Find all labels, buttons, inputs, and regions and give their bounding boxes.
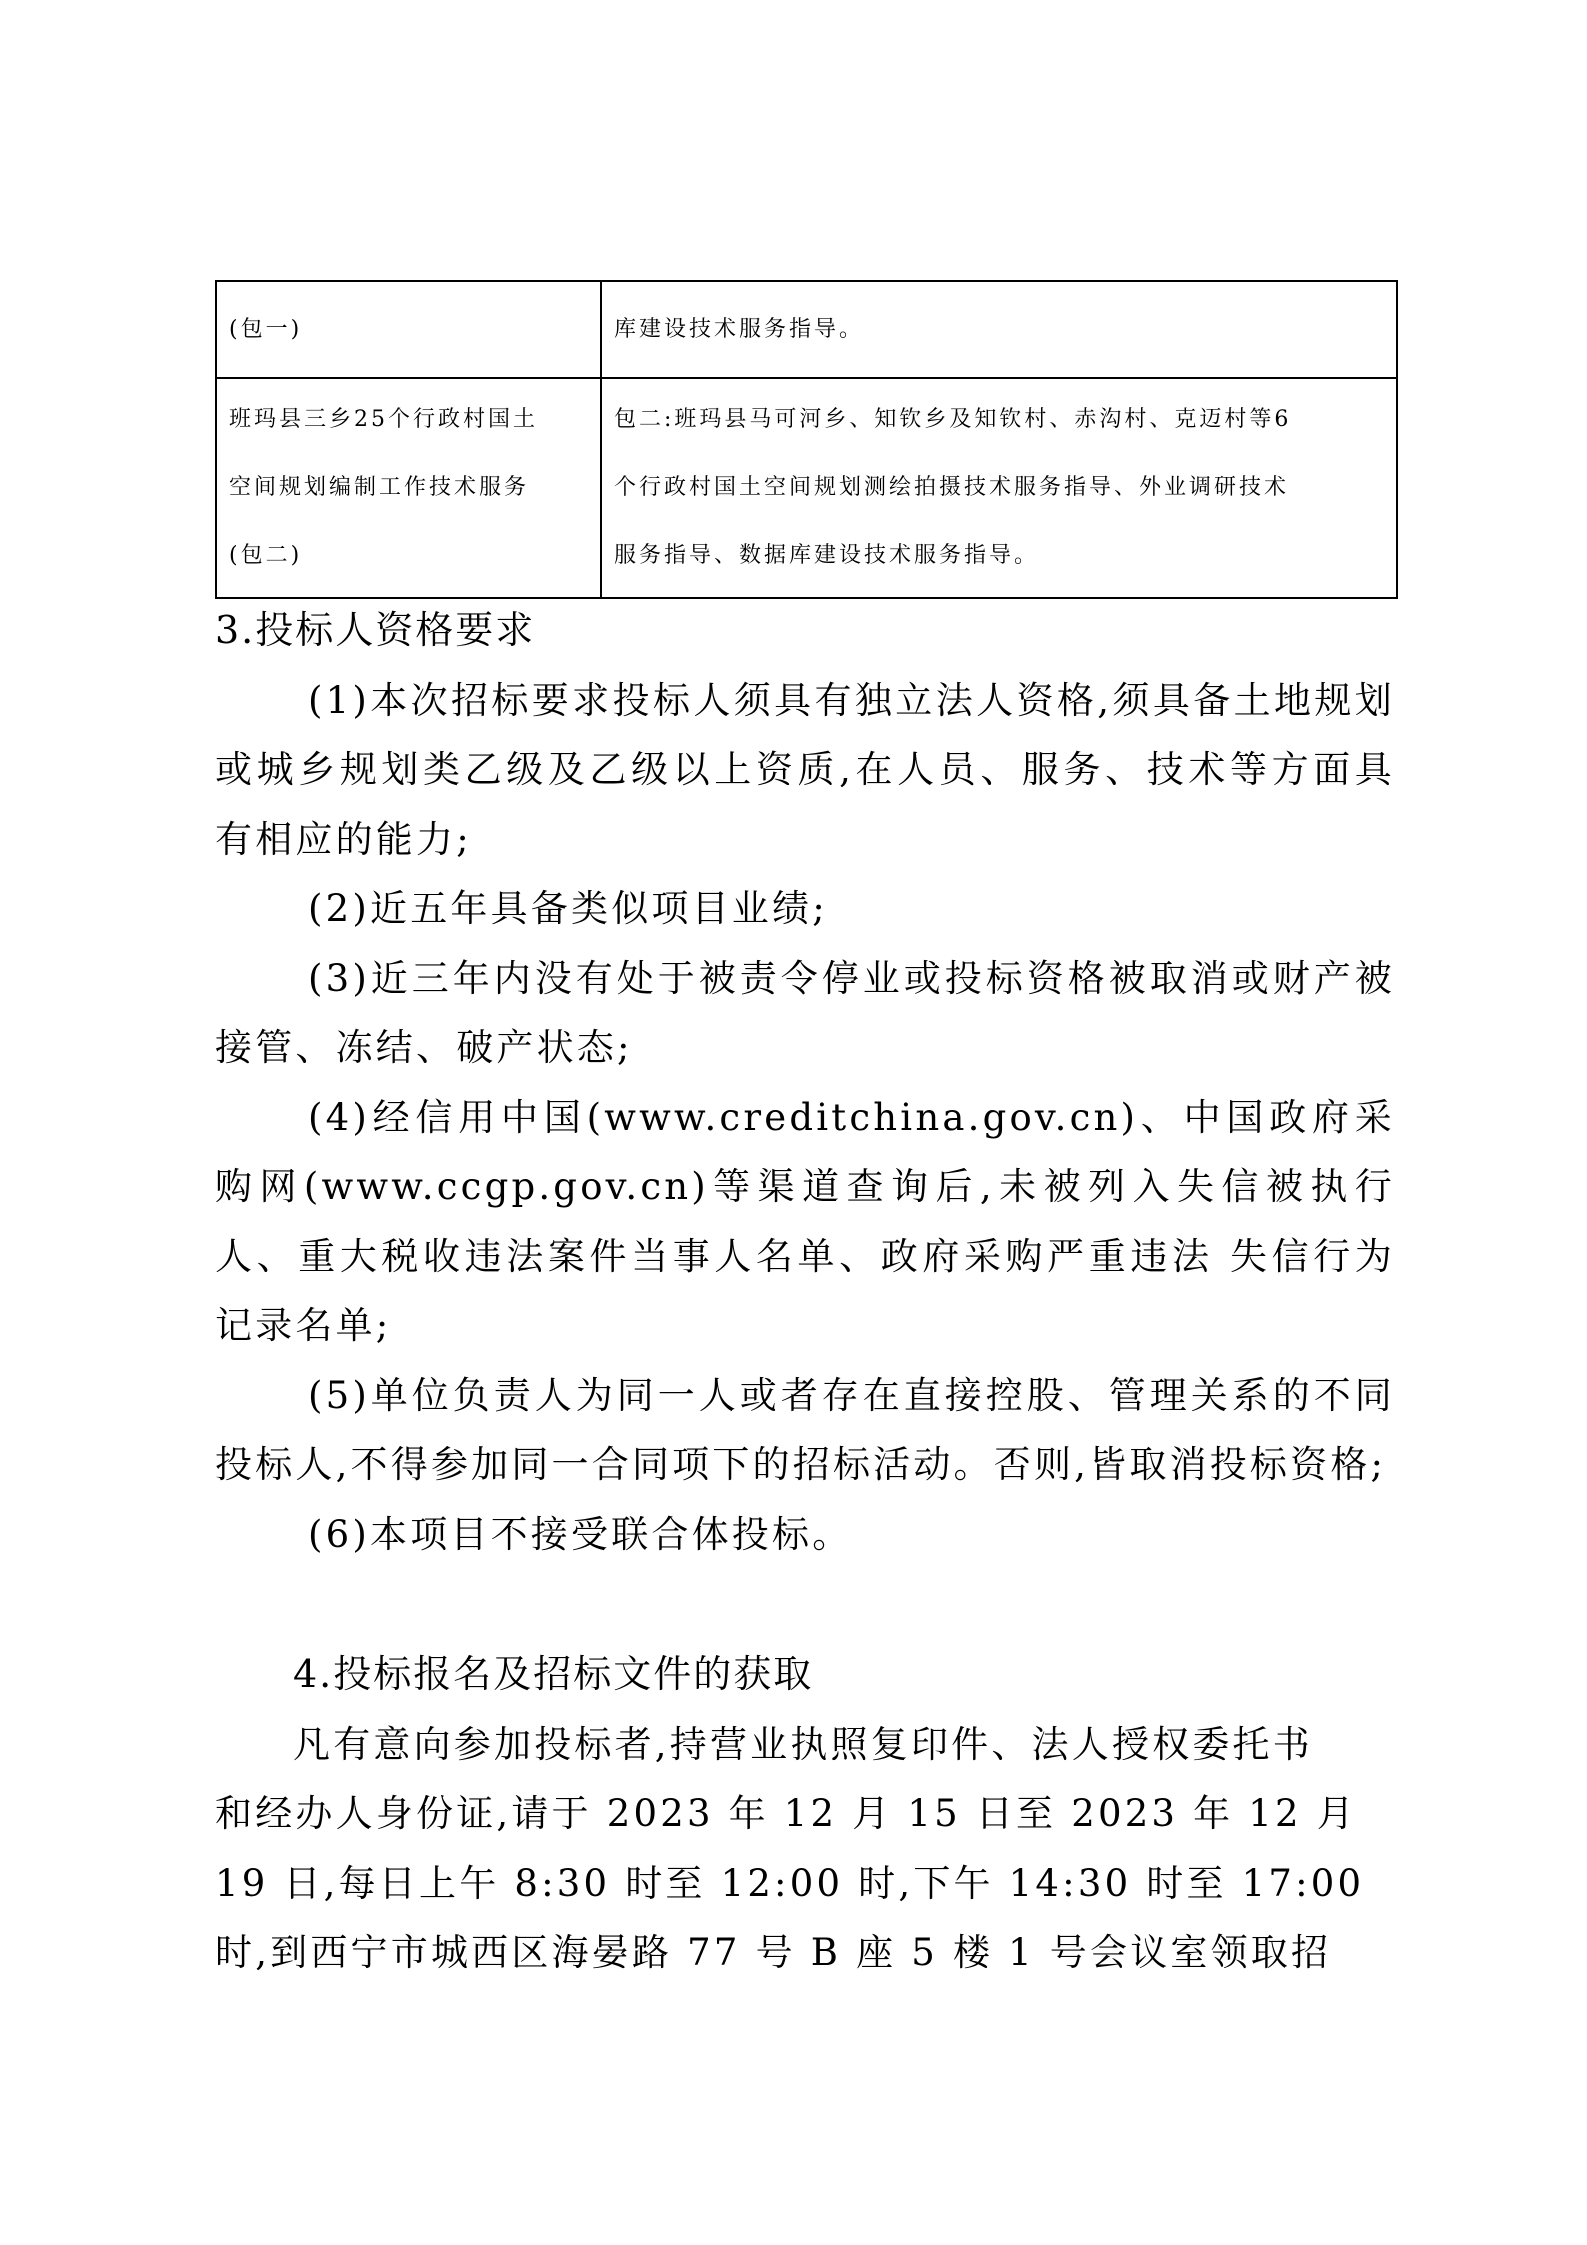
requirement-item: (4)经信用中国(www.creditchina.gov.cn)、中国政府采购网(www.ccgp.gov.cn)等渠道查询后,未被列入失信被执行人、重大税收违法案件当事人名单、政府采购严重违法 失信行为记录名单;	[215, 1095, 1395, 1347]
package-content-line: 包二:班玛县马可河乡、知钦乡及知钦村、赤沟村、克迈村等6	[614, 407, 1292, 432]
requirement-item: (3)近三年内没有处于被责令停业或投标资格被取消或财产被接管、冻结、破产状态;	[215, 956, 1395, 1069]
package-name: (包一)	[229, 316, 303, 342]
section-heading: 4.投标报名及招标文件的获取	[293, 1652, 814, 1696]
section-3	[215, 596, 1395, 1569]
section-4	[215, 1640, 1395, 1988]
table-row	[216, 281, 1397, 378]
package-name-cell	[216, 281, 601, 378]
table-row	[216, 378, 1397, 598]
package-content-cell	[601, 281, 1397, 378]
registration-line: 19 日,每日上午 8:30 时至 12:00 时,下午 14:30 时至 17:00	[215, 1861, 1365, 1905]
registration-line: 和经办人身份证,请于 2023 年 12 月 15 日至 2023 年 12 月	[215, 1792, 1357, 1835]
package-content-line: 服务指导、数据库建设技术服务指导。	[614, 543, 1040, 568]
registration-line: 凡有意向参加投标者,持营业执照复印件、法人授权委托书	[293, 1722, 1313, 1766]
package-name-cell	[216, 378, 601, 598]
section-heading: 3.投标人资格要求	[215, 608, 536, 652]
requirement-item: (1)本次招标要求投标人须具有独立法人资格,须具备土地规划或城乡规划类乙级及乙级以上资质,在人员、服务、技术等方面具有相应的能力;	[215, 678, 1395, 861]
requirement-item: (5)单位负责人为同一人或者存在直接控股、管理关系的不同投标人,不得参加同一合同项下的招标活动。否则,皆取消投标资格;	[215, 1373, 1395, 1486]
registration-line: 时,到西宁市城西区海晏路 77 号 B 座 5 楼 1 号会议室领取招	[215, 1931, 1332, 1974]
package-name-line: (包二)	[229, 543, 303, 568]
package-table	[215, 280, 1398, 599]
requirement-item: (2)近五年具备类似项目业绩;	[308, 887, 828, 930]
package-name-line: 班玛县三乡25个行政村国土	[229, 407, 538, 432]
package-content-line: 个行政村国土空间规划测绘拍摄技术服务指导、外业调研技术	[614, 475, 1290, 500]
package-content-cell	[601, 378, 1397, 598]
package-name-line: 空间规划编制工作技术服务	[229, 475, 530, 500]
package-content: 库建设技术服务指导。	[614, 316, 865, 342]
requirement-item: (6)本项目不接受联合体投标。	[308, 1512, 853, 1556]
